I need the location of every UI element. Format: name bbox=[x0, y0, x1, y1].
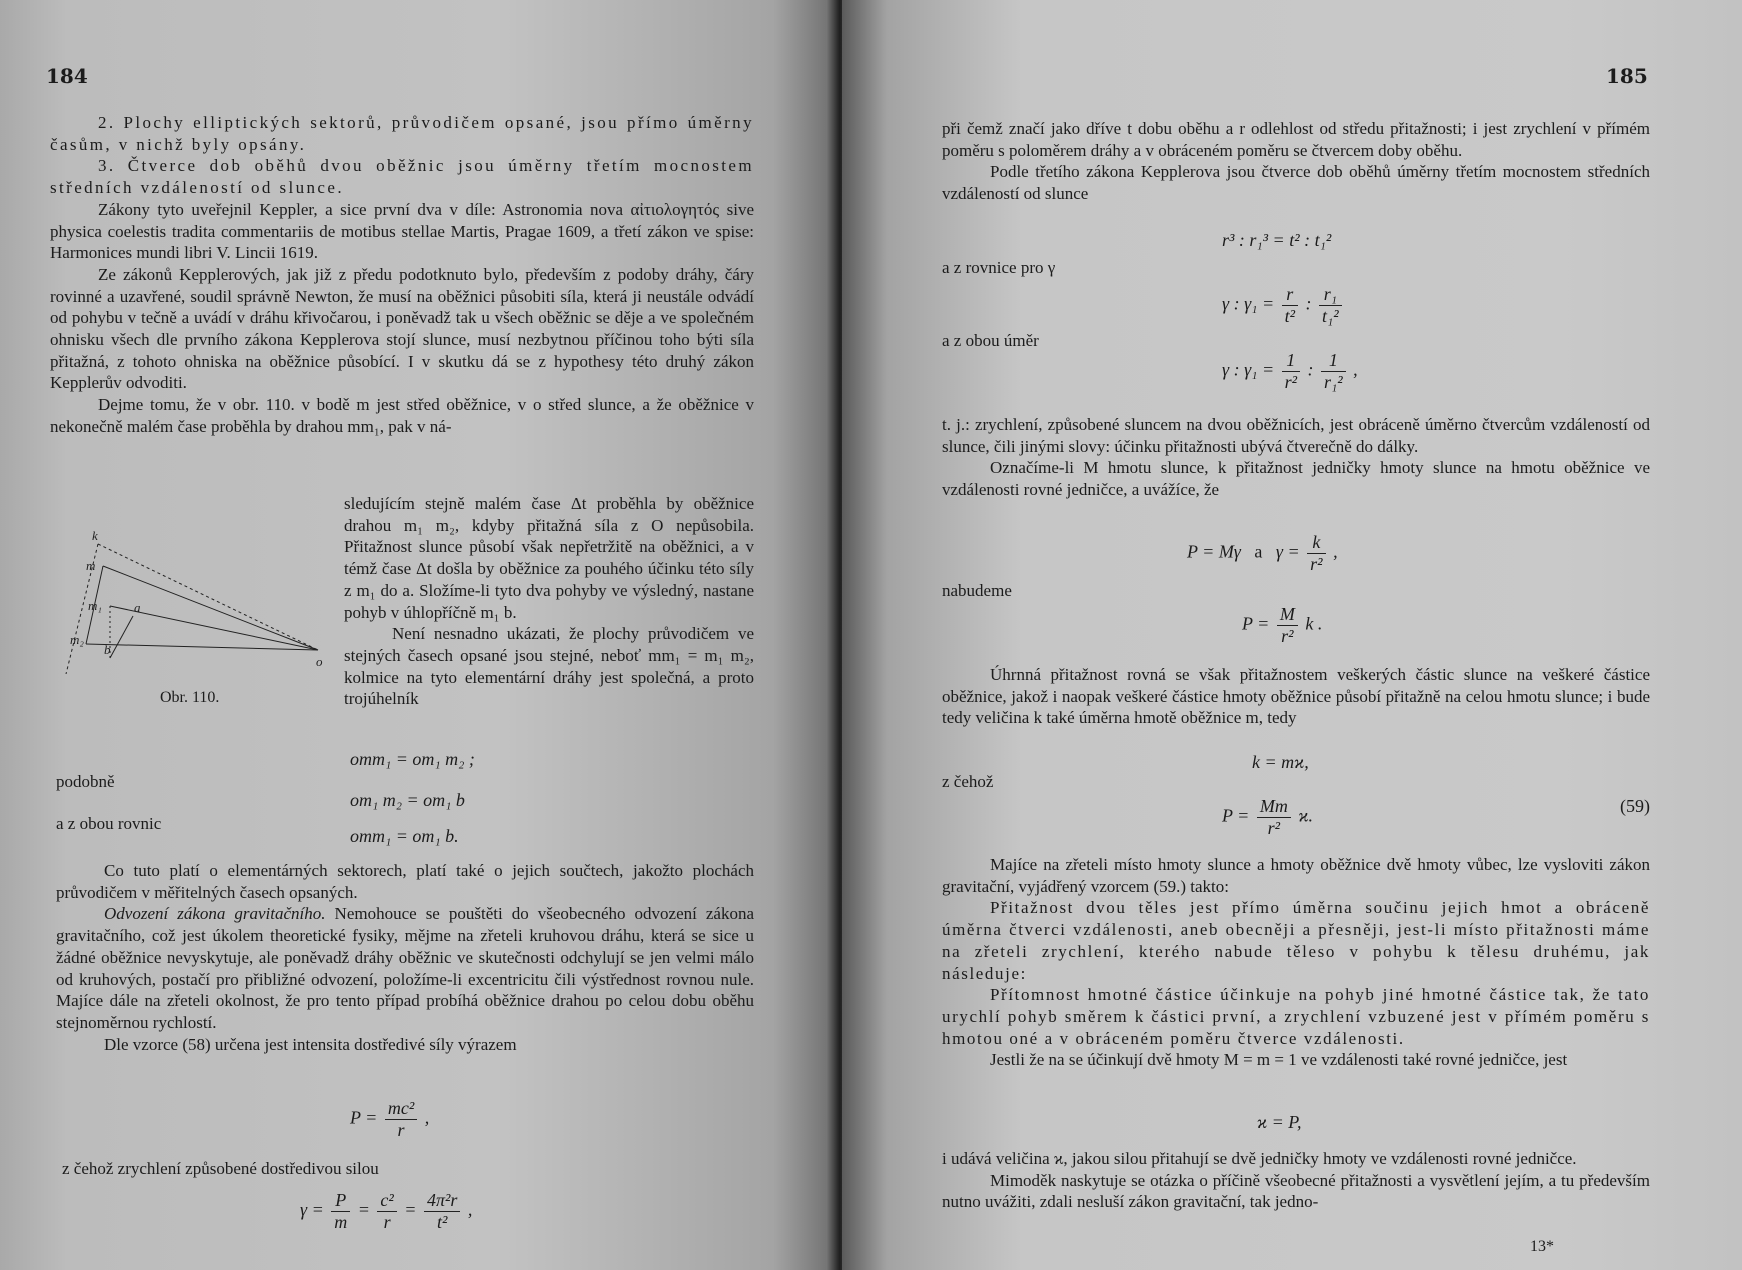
page-number: 184 bbox=[46, 64, 88, 88]
equation-p-mgamma: P = Mγ a γ = $\frac{k}{\text{r²}}$ , bbox=[1187, 532, 1338, 574]
line-m2-o bbox=[86, 644, 318, 650]
equation-1: omm₁ = om₁ m₂ ; bbox=[350, 749, 475, 769]
left-text-last bbox=[62, 1158, 754, 1180]
paragraph: Dejme tomu, že v obr. 110. v bodě m jest střed oběžnice, v o střed slunce, a že oběžnice v nekonečně malém čase proběhla by drahou mm₁, pak v ná- bbox=[50, 395, 754, 436]
right-text-end bbox=[942, 1148, 1650, 1213]
line-m1-o bbox=[110, 606, 318, 650]
equation-acceleration: γ = $\frac{P}{m}$ = $\frac{\text{c²}}{r}$ = $\frac{\text{4π²r}}{\text{t²}}$ , bbox=[300, 1190, 473, 1232]
equation-59: P = $\frac{Mm}{\text{r²}}$ ϰ. (59) bbox=[1222, 796, 1650, 838]
equation-3: omm₁ = om₁ b. bbox=[350, 826, 459, 846]
label-nabudeme: nabudeme bbox=[942, 581, 1012, 600]
figure-110-diagram bbox=[58, 528, 338, 674]
equation-ratio-1: γ : γ₁ = $\frac{r}{\text{t²}}$ : $\frac{\text{r₁}}{\text{t₁²}}$ bbox=[1222, 284, 1345, 327]
equation-force: P = $\frac{\text{mc²}}{r}$ , bbox=[350, 1098, 430, 1140]
label-z-cehoz: z čehož bbox=[942, 772, 994, 791]
paragraph: 2. Plochy elliptických sektorů, průvodičem opsané, jsou přímo úměrny časům, v nichž byly opsány. bbox=[50, 113, 754, 154]
paragraph: Zákony tyto uveřejnil Keppler, a sice první dva v díle: Astronomia nova αἰτιολογητός sive physica coelestis tradita commentariis de motibus stellae Martis, Pragae 1609, a třetí zákon ve spise: Harmonices mundi libri V. Lincii 1619. bbox=[50, 199, 754, 263]
paragraph: při čemž značí jako dříve t dobu oběhu a r odlehlost od středu přitažnosti; i jest zrychlení v přímém poměru s poloměrem dráhy a v obráceném poměru se čtvercem doby oběhu. bbox=[942, 119, 1650, 160]
label-a: a bbox=[134, 600, 141, 615]
left-page bbox=[0, 0, 840, 1270]
label-m: m bbox=[86, 558, 96, 573]
label-k: k bbox=[92, 528, 98, 543]
paragraph: Přítomnost hmotné částice účinkuje na pohyb jiné hmotné částice tak, že tato urychlí pohyb směrem k částici první, a zrychlení vzbuzené jest v přímém poměru s hmotou oné a v obráceném poměru čtverce vzdálenosti. bbox=[942, 985, 1650, 1048]
paragraph: 3. Čtverce dob oběhů dvou oběžnic jsou úměrny třetím mocnostem středních vzdáleností od slunce. bbox=[50, 156, 754, 198]
label-podobne: podobně bbox=[56, 772, 115, 791]
left-text-top bbox=[50, 112, 754, 438]
right-text-bottom bbox=[942, 854, 1650, 1071]
equation-ratio-2: γ : γ₁ = $\frac{1}{\text{r²}}$ : $\frac{1}{\text{r₁²}}$ , bbox=[1222, 350, 1358, 392]
paragraph: Nemohouce se pouštěti do všeobecného odvození zákona gravitačního, což jest úkolem theoretické fysiky, mějme na zřeteli kruhovou dráhu, která se sice u žádné oběžnice nevyskytuje, ale poněvadž dráhy oběžnic ve skutečnosti odchylují se jen velmi málo od kruhových, postačí pro přibližné odvození, položíme-li excentricitu čili výstřednost rovnou nule. Majíce dále na zřeteli okolnost, že pro tento případ probíhá oběžnice drahou po celou dobu oběhu stejnoměrnou rychlostí. bbox=[56, 904, 754, 1032]
paragraph: Není nesnadno ukázati, že plochy průvodičem ve stejných časech opsané jsou stejné, neboť mm₁ = m₁ m₂, kolmice na tyto elementární dráhy jest společná, a proto trojúhelník bbox=[344, 624, 754, 709]
label-o: o bbox=[316, 654, 323, 669]
paragraph: Ze zákonů Kepplerových, jak již z předu podotknuto bylo, především z podoby dráhy, čáry rovinné a uzavřené, soudil správně Newton, že musí na oběžnici působiti síla, která ji neustále odvádí od pohybu v tečně a uvádí v dráhu křivočarou, i poněvadž tak u všech oběžnic se děje a ve společném ohnisku všech dle prvního zákona Kepplerova stojí slunce, musí nezbytnou příčinou toho býti síla přitažná, z tohoto ohniska na oběžnice působící. I v skutku dá se z hypothesy této druhý zákon Kepplerův odvoditi. bbox=[50, 264, 754, 393]
line-a-b bbox=[110, 616, 133, 658]
equation-2: om₁ m₂ = om₁ b bbox=[350, 790, 465, 810]
label-m1: m₁ bbox=[88, 598, 102, 613]
label-a-z-obou: a z obou rovnic bbox=[56, 814, 162, 833]
paragraph: Označíme-li M hmotu slunce, k přitažnost jedničky hmoty slunce na hmotu oběžnice ve vzdálenosti rovné jedničce, a uvážíce, že bbox=[942, 458, 1650, 500]
paragraph: sledujícím stejně malém čase Δt proběhla by oběžnice drahou m₁ m₂, kdyby přitažná síla z O nepůsobila. Přitažnost slunce působí však nepřetržitě na oběžnici, a v témž čase Δt došla by oběžnice za pouhého účinku této síly z m₁ do a. Složíme-li tyto dva pohyby ve výsledný, nastane pohyb v úhlopříčně m₁ b. bbox=[344, 494, 754, 622]
signature-mark: 13* bbox=[1530, 1238, 1554, 1255]
paragraph: Jestli že na se účinkují dvě hmoty M = m = 1 ve vzdálenosti také rovné jedničce, jest bbox=[990, 1050, 1568, 1070]
paragraph: Mimoděk naskytuje se otázka o příčině všeobecné přitažnosti a vysvětlení jejím, a tu především nutno uvážiti, zdali nesluší zákon gravitační, tak jedno- bbox=[942, 1170, 1650, 1212]
page-number: 185 bbox=[1606, 64, 1648, 88]
paragraph: t. j.: zrychlení, způsobené sluncem na dvou oběžnicích, jest obráceně úměrno čtvercům vzdáleností od slunce, čili jinými slovy: účinku přitažnosti ubývá čtverečně do dálky. bbox=[942, 415, 1650, 456]
paragraph: Majíce na zřeteli místo hmoty slunce a hmoty oběžnice dvě hmoty vůbec, lze vysloviti zákon gravitační, vyjádřený vzorcem (59.) takto: bbox=[942, 855, 1650, 896]
equation-number: (59) bbox=[1620, 796, 1650, 816]
equation-k: k = mϰ, bbox=[1252, 752, 1309, 772]
equation-p-mk: P = $\frac{M}{\text{r²}}$ k . bbox=[1242, 604, 1323, 646]
label-m2: m₂ bbox=[70, 632, 84, 647]
label-z-obou-umer: a z obou úměr bbox=[942, 331, 1039, 350]
paragraph: Přitažnost dvou těles jest přímo úměrna součinu jejich hmot a obráceně úměrna čtverci vzdálenosti, aneb obecněji a přesněji, jest-li místo přitažnosti máme na zřeteli zrychlení, kterého nabude těleso v pohybu k tělesu druhému, jak následuje: bbox=[942, 898, 1650, 983]
label-b: b bbox=[104, 642, 111, 657]
figure-caption: Obr. 110. bbox=[160, 689, 220, 706]
left-text-bottom bbox=[56, 860, 754, 1055]
section-title: Odvození zákona gravitačního. bbox=[104, 904, 326, 924]
paragraph: z čehož zrychlení způsobené dostředivou silou bbox=[62, 1159, 379, 1178]
equation-kappa: ϰ = P, bbox=[1257, 1112, 1302, 1132]
right-text-middle bbox=[942, 414, 1650, 501]
left-text-beside-figure bbox=[344, 493, 754, 710]
paragraph: Úhrnná přitažnost rovná se však přitažnostem veškerých částic slunce na veškeré částice oběžnice, jakož i naopak veškeré částice hmoty oběžnice působí přitažně na celou hmotu slunce; i bude tedy veličina k také úměrna hmotě oběžnice m, tedy bbox=[942, 665, 1650, 728]
equation-kepler: r³ : r₁³ = t² : t₁² bbox=[1222, 230, 1332, 250]
paragraph: i udává veličina ϰ, jakou silou přitahují se dvě jedničky hmoty ve vzdálenosti rovné jedničce. bbox=[942, 1149, 1577, 1168]
line-k-o bbox=[98, 544, 318, 650]
paragraph: Dle vzorce (58) určena jest intensita dostředivé síly výrazem bbox=[104, 1034, 517, 1054]
paragraph: Co tuto platí o elementárných sektorech, platí také o jejich součtech, jakožto plochách průvodičem v měřitelných časech opsaných. bbox=[56, 861, 754, 902]
right-text-top bbox=[942, 118, 1650, 205]
paragraph: Podle třetího zákona Kepplerova jsou čtverce dob oběhů úměrny třetím mocnostem středních vzdáleností od slunce bbox=[942, 162, 1650, 204]
label-rovnice: a z rovnice pro γ bbox=[942, 258, 1056, 277]
right-page bbox=[842, 0, 1742, 1270]
right-text-p5 bbox=[942, 664, 1650, 729]
